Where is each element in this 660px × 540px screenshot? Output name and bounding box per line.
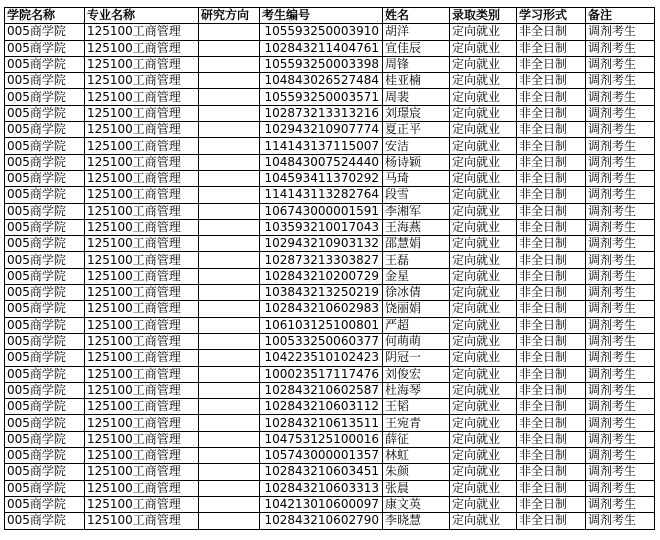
admission-type-cell: 定向就业 <box>450 366 517 382</box>
remarks-cell: 调剂考生 <box>586 285 655 301</box>
table-row <box>5 73 655 89</box>
admission-type-cell: 定向就业 <box>450 268 517 284</box>
research-direction-cell <box>199 513 260 529</box>
study-mode-cell: 非全日制 <box>517 415 586 431</box>
candidate-id-cell: 105743000001357 <box>260 448 383 464</box>
table-row <box>5 464 655 480</box>
candidate-id-cell: 106103125100801 <box>260 317 383 333</box>
name-cell: 王磊 <box>383 252 450 268</box>
name-cell: 张晨 <box>383 480 450 496</box>
major-cell: 125100工商管理 <box>85 285 199 301</box>
table-row <box>5 382 655 398</box>
table-row <box>5 170 655 186</box>
study-mode-cell: 非全日制 <box>517 24 586 40</box>
study-mode-cell: 非全日制 <box>517 56 586 72</box>
major-cell: 125100工商管理 <box>85 415 199 431</box>
remarks-cell: 调剂考生 <box>586 40 655 56</box>
table-row <box>5 187 655 203</box>
table-row <box>5 513 655 529</box>
header-remarks: 备注 <box>586 8 655 24</box>
major-cell: 125100工商管理 <box>85 366 199 382</box>
college-cell: 005商学院 <box>5 268 85 284</box>
study-mode-cell: 非全日制 <box>517 170 586 186</box>
admission-type-cell: 定向就业 <box>450 317 517 333</box>
admission-type-cell: 定向就业 <box>450 285 517 301</box>
name-cell: 杨诗颖 <box>383 154 450 170</box>
study-mode-cell: 非全日制 <box>517 448 586 464</box>
study-mode-cell: 非全日制 <box>517 350 586 366</box>
candidate-id-cell: 102843210602983 <box>260 301 383 317</box>
remarks-cell: 调剂考生 <box>586 496 655 512</box>
name-cell: 刘俊宏 <box>383 366 450 382</box>
candidate-id-cell: 103593210017043 <box>260 219 383 235</box>
college-cell: 005商学院 <box>5 448 85 464</box>
candidate-id-cell: 100023517117476 <box>260 366 383 382</box>
candidate-id-cell: 104213010600097 <box>260 496 383 512</box>
table-row <box>5 219 655 235</box>
major-cell: 125100工商管理 <box>85 122 199 138</box>
major-cell: 125100工商管理 <box>85 496 199 512</box>
table-row <box>5 496 655 512</box>
header-admission-type: 录取类别 <box>450 8 517 24</box>
study-mode-cell: 非全日制 <box>517 317 586 333</box>
name-cell: 王韬 <box>383 399 450 415</box>
candidate-id-cell: 104843026527484 <box>260 73 383 89</box>
remarks-cell: 调剂考生 <box>586 366 655 382</box>
study-mode-cell: 非全日制 <box>517 252 586 268</box>
admission-type-cell: 定向就业 <box>450 448 517 464</box>
major-cell: 125100工商管理 <box>85 513 199 529</box>
college-cell: 005商学院 <box>5 73 85 89</box>
study-mode-cell: 非全日制 <box>517 366 586 382</box>
study-mode-cell: 非全日制 <box>517 236 586 252</box>
admission-type-cell: 定向就业 <box>450 138 517 154</box>
remarks-cell: 调剂考生 <box>586 513 655 529</box>
remarks-cell: 调剂考生 <box>586 464 655 480</box>
remarks-cell: 调剂考生 <box>586 56 655 72</box>
table-row <box>5 89 655 105</box>
major-cell: 125100工商管理 <box>85 268 199 284</box>
major-cell: 125100工商管理 <box>85 24 199 40</box>
research-direction-cell <box>199 350 260 366</box>
candidate-id-cell: 105593250003910 <box>260 24 383 40</box>
candidate-id-cell: 102843210613511 <box>260 415 383 431</box>
table-row <box>5 105 655 121</box>
name-cell: 夏正平 <box>383 122 450 138</box>
remarks-cell: 调剂考生 <box>586 317 655 333</box>
college-cell: 005商学院 <box>5 399 85 415</box>
remarks-cell: 调剂考生 <box>586 350 655 366</box>
research-direction-cell <box>199 105 260 121</box>
table-row <box>5 317 655 333</box>
header-name: 姓名 <box>383 8 450 24</box>
remarks-cell: 调剂考生 <box>586 203 655 219</box>
college-cell: 005商学院 <box>5 317 85 333</box>
research-direction-cell <box>199 382 260 398</box>
admission-type-cell: 定向就业 <box>450 464 517 480</box>
admission-type-cell: 定向就业 <box>450 187 517 203</box>
college-cell: 005商学院 <box>5 464 85 480</box>
admission-type-cell: 定向就业 <box>450 24 517 40</box>
remarks-cell: 调剂考生 <box>586 236 655 252</box>
admission-type-cell: 定向就业 <box>450 382 517 398</box>
study-mode-cell: 非全日制 <box>517 203 586 219</box>
study-mode-cell: 非全日制 <box>517 431 586 447</box>
name-cell: 李湘军 <box>383 203 450 219</box>
header-candidate-id: 考生编号 <box>260 8 383 24</box>
candidate-id-cell: 102843210200729 <box>260 268 383 284</box>
remarks-cell: 调剂考生 <box>586 268 655 284</box>
admission-type-cell: 定向就业 <box>450 154 517 170</box>
college-cell: 005商学院 <box>5 56 85 72</box>
admission-type-cell: 定向就业 <box>450 219 517 235</box>
name-cell: 何萌萌 <box>383 333 450 349</box>
research-direction-cell <box>199 122 260 138</box>
table-row <box>5 203 655 219</box>
research-direction-cell <box>199 317 260 333</box>
college-cell: 005商学院 <box>5 138 85 154</box>
study-mode-cell: 非全日制 <box>517 122 586 138</box>
admission-type-cell: 定向就业 <box>450 73 517 89</box>
college-cell: 005商学院 <box>5 431 85 447</box>
candidate-id-cell: 104843007524440 <box>260 154 383 170</box>
remarks-cell: 调剂考生 <box>586 122 655 138</box>
candidate-id-cell: 102843210603313 <box>260 480 383 496</box>
college-cell: 005商学院 <box>5 285 85 301</box>
research-direction-cell <box>199 56 260 72</box>
major-cell: 125100工商管理 <box>85 301 199 317</box>
college-cell: 005商学院 <box>5 513 85 529</box>
table-row <box>5 236 655 252</box>
table-row <box>5 399 655 415</box>
admission-type-cell: 定向就业 <box>450 350 517 366</box>
candidate-id-cell: 104223510102423 <box>260 350 383 366</box>
major-cell: 125100工商管理 <box>85 154 199 170</box>
table-row <box>5 350 655 366</box>
major-cell: 125100工商管理 <box>85 56 199 72</box>
name-cell: 阴冠一 <box>383 350 450 366</box>
college-cell: 005商学院 <box>5 122 85 138</box>
research-direction-cell <box>199 236 260 252</box>
name-cell: 杜海琴 <box>383 382 450 398</box>
remarks-cell: 调剂考生 <box>586 89 655 105</box>
admission-type-cell: 定向就业 <box>450 496 517 512</box>
candidate-id-cell: 114143113282764 <box>260 187 383 203</box>
research-direction-cell <box>199 448 260 464</box>
major-cell: 125100工商管理 <box>85 448 199 464</box>
major-cell: 125100工商管理 <box>85 333 199 349</box>
study-mode-cell: 非全日制 <box>517 333 586 349</box>
table-row <box>5 333 655 349</box>
name-cell: 金星 <box>383 268 450 284</box>
remarks-cell: 调剂考生 <box>586 382 655 398</box>
major-cell: 125100工商管理 <box>85 480 199 496</box>
candidate-id-cell: 100533250060377 <box>260 333 383 349</box>
header-study-mode: 学习形式 <box>517 8 586 24</box>
major-cell: 125100工商管理 <box>85 252 199 268</box>
research-direction-cell <box>199 24 260 40</box>
name-cell: 马琦 <box>383 170 450 186</box>
research-direction-cell <box>199 40 260 56</box>
table-row <box>5 24 655 40</box>
study-mode-cell: 非全日制 <box>517 464 586 480</box>
admission-type-cell: 定向就业 <box>450 431 517 447</box>
remarks-cell: 调剂考生 <box>586 415 655 431</box>
college-cell: 005商学院 <box>5 203 85 219</box>
research-direction-cell <box>199 399 260 415</box>
research-direction-cell <box>199 203 260 219</box>
candidate-id-cell: 102943210907774 <box>260 122 383 138</box>
candidate-id-cell: 102873213313216 <box>260 105 383 121</box>
admission-type-cell: 定向就业 <box>450 415 517 431</box>
study-mode-cell: 非全日制 <box>517 496 586 512</box>
study-mode-cell: 非全日制 <box>517 285 586 301</box>
research-direction-cell <box>199 252 260 268</box>
name-cell: 严超 <box>383 317 450 333</box>
major-cell: 125100工商管理 <box>85 187 199 203</box>
name-cell: 周裴 <box>383 89 450 105</box>
research-direction-cell <box>199 73 260 89</box>
table-row <box>5 301 655 317</box>
major-cell: 125100工商管理 <box>85 105 199 121</box>
research-direction-cell <box>199 268 260 284</box>
table-row <box>5 431 655 447</box>
table-row <box>5 285 655 301</box>
admission-type-cell: 定向就业 <box>450 399 517 415</box>
college-cell: 005商学院 <box>5 40 85 56</box>
study-mode-cell: 非全日制 <box>517 219 586 235</box>
name-cell: 邵慧娟 <box>383 236 450 252</box>
remarks-cell: 调剂考生 <box>586 187 655 203</box>
candidate-id-cell: 102873213303827 <box>260 252 383 268</box>
research-direction-cell <box>199 285 260 301</box>
study-mode-cell: 非全日制 <box>517 399 586 415</box>
study-mode-cell: 非全日制 <box>517 187 586 203</box>
college-cell: 005商学院 <box>5 105 85 121</box>
college-cell: 005商学院 <box>5 480 85 496</box>
header-research-direction: 研究方向 <box>199 8 260 24</box>
college-cell: 005商学院 <box>5 187 85 203</box>
college-cell: 005商学院 <box>5 170 85 186</box>
research-direction-cell <box>199 480 260 496</box>
table-row <box>5 480 655 496</box>
study-mode-cell: 非全日制 <box>517 268 586 284</box>
study-mode-cell: 非全日制 <box>517 73 586 89</box>
remarks-cell: 调剂考生 <box>586 73 655 89</box>
college-cell: 005商学院 <box>5 89 85 105</box>
admission-type-cell: 定向就业 <box>450 56 517 72</box>
candidate-id-cell: 103843213250219 <box>260 285 383 301</box>
candidate-id-cell: 105593250003398 <box>260 56 383 72</box>
name-cell: 安洁 <box>383 138 450 154</box>
major-cell: 125100工商管理 <box>85 40 199 56</box>
remarks-cell: 调剂考生 <box>586 480 655 496</box>
candidate-id-cell: 114143137115007 <box>260 138 383 154</box>
study-mode-cell: 非全日制 <box>517 40 586 56</box>
admission-type-cell: 定向就业 <box>450 513 517 529</box>
table-row <box>5 40 655 56</box>
name-cell: 饶丽娟 <box>383 301 450 317</box>
remarks-cell: 调剂考生 <box>586 252 655 268</box>
name-cell: 刘璟宸 <box>383 105 450 121</box>
college-cell: 005商学院 <box>5 415 85 431</box>
major-cell: 125100工商管理 <box>85 350 199 366</box>
research-direction-cell <box>199 301 260 317</box>
name-cell: 王宛青 <box>383 415 450 431</box>
table-row <box>5 268 655 284</box>
research-direction-cell <box>199 154 260 170</box>
admission-type-cell: 定向就业 <box>450 301 517 317</box>
study-mode-cell: 非全日制 <box>517 105 586 121</box>
remarks-cell: 调剂考生 <box>586 301 655 317</box>
name-cell: 薛征 <box>383 431 450 447</box>
study-mode-cell: 非全日制 <box>517 301 586 317</box>
admission-type-cell: 定向就业 <box>450 122 517 138</box>
candidate-id-cell: 105593250003571 <box>260 89 383 105</box>
college-cell: 005商学院 <box>5 496 85 512</box>
major-cell: 125100工商管理 <box>85 73 199 89</box>
major-cell: 125100工商管理 <box>85 138 199 154</box>
research-direction-cell <box>199 138 260 154</box>
admission-type-cell: 定向就业 <box>450 252 517 268</box>
name-cell: 徐冰倩 <box>383 285 450 301</box>
research-direction-cell <box>199 431 260 447</box>
remarks-cell: 调剂考生 <box>586 399 655 415</box>
header-college: 学院名称 <box>5 8 85 24</box>
remarks-cell: 调剂考生 <box>586 219 655 235</box>
header-row <box>5 8 655 24</box>
name-cell: 王海燕 <box>383 219 450 235</box>
name-cell: 胡洋 <box>383 24 450 40</box>
remarks-cell: 调剂考生 <box>586 170 655 186</box>
admission-type-cell: 定向就业 <box>450 40 517 56</box>
research-direction-cell <box>199 464 260 480</box>
research-direction-cell <box>199 366 260 382</box>
table-row <box>5 415 655 431</box>
research-direction-cell <box>199 415 260 431</box>
name-cell: 朱颜 <box>383 464 450 480</box>
remarks-cell: 调剂考生 <box>586 154 655 170</box>
candidate-id-cell: 104593411370292 <box>260 170 383 186</box>
college-cell: 005商学院 <box>5 382 85 398</box>
research-direction-cell <box>199 219 260 235</box>
study-mode-cell: 非全日制 <box>517 480 586 496</box>
name-cell: 康文英 <box>383 496 450 512</box>
table-row <box>5 366 655 382</box>
admission-type-cell: 定向就业 <box>450 480 517 496</box>
research-direction-cell <box>199 187 260 203</box>
name-cell: 桂亚楠 <box>383 73 450 89</box>
table-row <box>5 122 655 138</box>
name-cell: 段雪 <box>383 187 450 203</box>
table-row <box>5 448 655 464</box>
admission-type-cell: 定向就业 <box>450 203 517 219</box>
research-direction-cell <box>199 333 260 349</box>
study-mode-cell: 非全日制 <box>517 138 586 154</box>
admission-type-cell: 定向就业 <box>450 333 517 349</box>
table-row <box>5 56 655 72</box>
candidate-id-cell: 106743000001591 <box>260 203 383 219</box>
candidate-id-cell: 102843210602790 <box>260 513 383 529</box>
study-mode-cell: 非全日制 <box>517 154 586 170</box>
college-cell: 005商学院 <box>5 252 85 268</box>
candidate-id-cell: 102943210903132 <box>260 236 383 252</box>
name-cell: 林虹 <box>383 448 450 464</box>
remarks-cell: 调剂考生 <box>586 105 655 121</box>
table-row <box>5 252 655 268</box>
candidate-id-cell: 104753125100016 <box>260 431 383 447</box>
major-cell: 125100工商管理 <box>85 219 199 235</box>
admission-type-cell: 定向就业 <box>450 105 517 121</box>
major-cell: 125100工商管理 <box>85 431 199 447</box>
remarks-cell: 调剂考生 <box>586 448 655 464</box>
major-cell: 125100工商管理 <box>85 464 199 480</box>
name-cell: 宣佳辰 <box>383 40 450 56</box>
major-cell: 125100工商管理 <box>85 89 199 105</box>
research-direction-cell <box>199 170 260 186</box>
major-cell: 125100工商管理 <box>85 317 199 333</box>
table-body <box>5 24 655 529</box>
college-cell: 005商学院 <box>5 366 85 382</box>
major-cell: 125100工商管理 <box>85 170 199 186</box>
name-cell: 周锋 <box>383 56 450 72</box>
research-direction-cell <box>199 496 260 512</box>
candidate-id-cell: 102843210603112 <box>260 399 383 415</box>
header-major: 专业名称 <box>85 8 199 24</box>
admission-type-cell: 定向就业 <box>450 236 517 252</box>
research-direction-cell <box>199 89 260 105</box>
table-row <box>5 138 655 154</box>
college-cell: 005商学院 <box>5 24 85 40</box>
candidate-id-cell: 102843210603451 <box>260 464 383 480</box>
admission-type-cell: 定向就业 <box>450 170 517 186</box>
college-cell: 005商学院 <box>5 301 85 317</box>
major-cell: 125100工商管理 <box>85 382 199 398</box>
study-mode-cell: 非全日制 <box>517 89 586 105</box>
study-mode-cell: 非全日制 <box>517 382 586 398</box>
major-cell: 125100工商管理 <box>85 203 199 219</box>
major-cell: 125100工商管理 <box>85 236 199 252</box>
candidate-id-cell: 102843210602587 <box>260 382 383 398</box>
admission-table <box>4 7 655 530</box>
remarks-cell: 调剂考生 <box>586 24 655 40</box>
remarks-cell: 调剂考生 <box>586 431 655 447</box>
major-cell: 125100工商管理 <box>85 399 199 415</box>
name-cell: 李晓慧 <box>383 513 450 529</box>
study-mode-cell: 非全日制 <box>517 513 586 529</box>
college-cell: 005商学院 <box>5 154 85 170</box>
candidate-id-cell: 102843211404761 <box>260 40 383 56</box>
remarks-cell: 调剂考生 <box>586 138 655 154</box>
remarks-cell: 调剂考生 <box>586 333 655 349</box>
college-cell: 005商学院 <box>5 350 85 366</box>
admission-list-sheet <box>4 7 655 530</box>
admission-type-cell: 定向就业 <box>450 89 517 105</box>
college-cell: 005商学院 <box>5 236 85 252</box>
college-cell: 005商学院 <box>5 219 85 235</box>
table-row <box>5 154 655 170</box>
college-cell: 005商学院 <box>5 333 85 349</box>
